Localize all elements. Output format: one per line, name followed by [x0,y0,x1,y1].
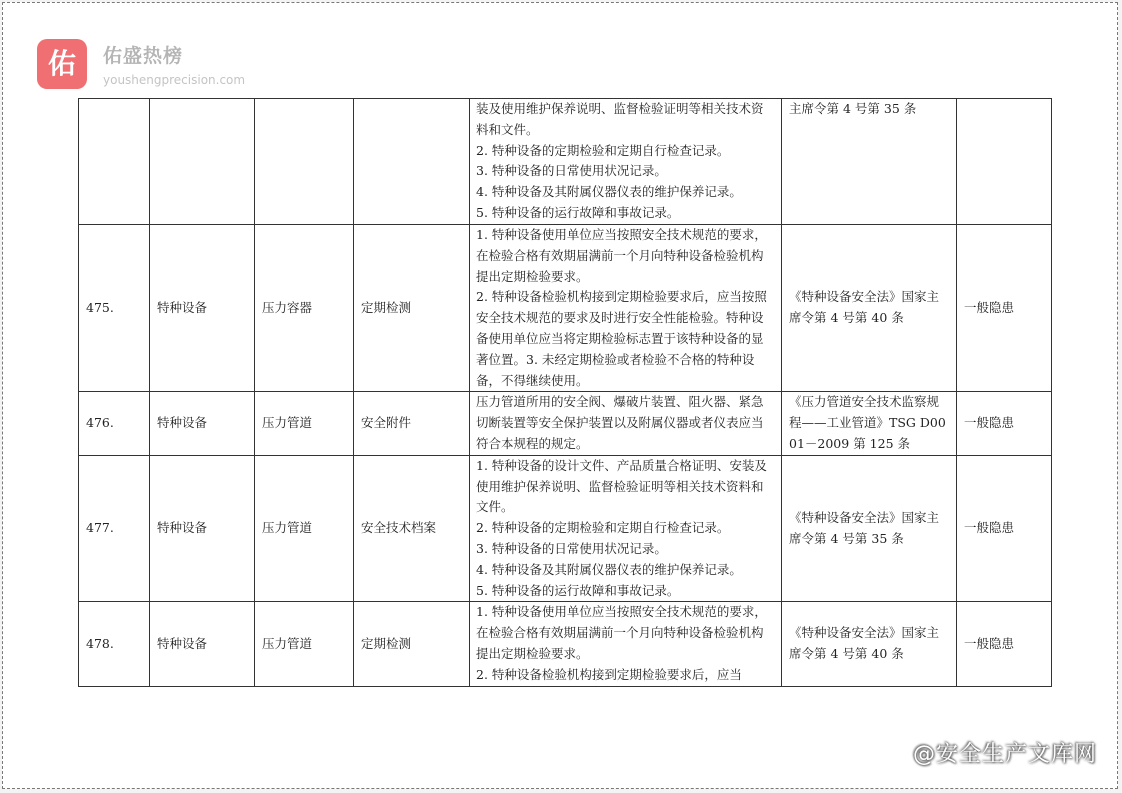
hazard-level-cell: 一般隐患 [957,392,1052,455]
requirement-cell [470,225,782,392]
check-item-cell [354,99,470,225]
brand-url[interactable]: youshengprecision.com [103,73,246,87]
brand-name: 佑盛热榜 [103,45,184,67]
requirement-line: 1. 特种设备使用单位应当按照安全技术规范的要求，在检验合格有效期届满前一个月向特种设备检验机构提出定期检验要求。 [476,604,767,661]
hazard-table [78,98,1052,687]
subcategory-cell: 压力管道 [255,392,354,455]
subcategory-cell: 压力管道 [255,602,354,686]
requirement-line: 装及使用维护保养说明、监督检验证明等相关技术资料和文件。 [476,101,764,137]
requirement-line: 压力管道所用的安全阀、爆破片装置、阻火器、紧急切断装置等安全保护装置以及附属仪器或者仪表应当符合本规程的规定。 [476,394,764,451]
legal-basis-cell: 主席令第 4 号第 35 条 [782,99,957,225]
legal-basis-cell: 《压力管道安全技术监察规程——工业管道》TSG D0001－2009 第 125 条 [782,392,957,455]
table-row [79,225,1052,392]
category-cell: 特种设备 [150,392,255,455]
requirement-cell [470,99,782,225]
requirement-cell [470,455,782,602]
requirement-line: 2. 特种设备检验机构接到定期检验要求后，应当按照安全技术规范的要求及时进行安全性能检验。特种设备使用单位应当将定期检验标志置于该特种设备的显著位置。3. 未经定期检验或者检验不合格的特种设备，不得继续使用。 [476,289,767,388]
row-number [79,99,150,225]
hazard-level-cell: 一般隐患 [957,455,1052,602]
requirement-line: 2. 特种设备的定期检验和定期自行检查记录。 [476,142,730,158]
watermark [913,737,1097,768]
subcategory-cell: 压力管道 [255,455,354,602]
legal-basis-cell: 《特种设备安全法》国家主席令第 4 号第 40 条 [782,602,957,686]
category-cell: 特种设备 [150,455,255,602]
requirement-line: 2. 特种设备的定期检验和定期自行检查记录。 [476,520,730,536]
category-cell [150,99,255,225]
row-number: 475. [79,225,150,392]
document-page [2,2,1118,789]
brand-logo-icon: 佑 [37,39,87,89]
legal-basis-cell: 《特种设备安全法》国家主席令第 4 号第 40 条 [782,225,957,392]
table-row [79,99,1052,225]
check-item-cell: 定期检测 [354,225,470,392]
check-item-cell: 安全附件 [354,392,470,455]
requirement-cell [470,602,782,686]
hazard-level-cell [957,99,1052,225]
table-row [79,392,1052,455]
requirement-line: 4. 特种设备及其附属仪器仪表的维护保养记录。 [476,561,742,577]
table-row [79,455,1052,602]
subcategory-cell: 压力容器 [255,225,354,392]
requirement-line: 1. 特种设备的设计文件、产品质量合格证明、安装及使用维护保养说明、监督检验证明等相关技术资料和文件。 [476,457,767,515]
category-cell: 特种设备 [150,602,255,686]
requirement-line: 3. 特种设备的日常使用状况记录。 [476,540,667,556]
brand-header[interactable] [37,37,297,89]
row-number: 478. [79,602,150,686]
category-cell: 特种设备 [150,225,255,392]
requirement-line: 5. 特种设备的运行故障和事故记录。 [476,204,680,220]
requirement-cell [470,392,782,455]
check-item-cell: 定期检测 [354,602,470,686]
legal-basis-cell: 《特种设备安全法》国家主席令第 4 号第 35 条 [782,455,957,602]
hazard-level-cell: 一般隐患 [957,602,1052,686]
row-number: 477. [79,455,150,602]
watermark-text: @安全生产文库网 [912,742,1097,767]
table-row [79,602,1052,686]
subcategory-cell [255,99,354,225]
requirement-line: 2. 特种设备检验机构接到定期检验要求后，应当 [476,666,742,682]
row-number: 476. [79,392,150,455]
requirement-line: 3. 特种设备的日常使用状况记录。 [476,163,667,179]
requirement-line: 5. 特种设备的运行故障和事故记录。 [476,582,680,598]
check-item-cell: 安全技术档案 [354,455,470,602]
hazard-level-cell: 一般隐患 [957,225,1052,392]
requirement-line: 1. 特种设备使用单位应当按照安全技术规范的要求，在检验合格有效期届满前一个月向特种设备检验机构提出定期检验要求。 [476,227,767,284]
requirement-line: 4. 特种设备及其附属仪器仪表的维护保养记录。 [476,184,742,200]
